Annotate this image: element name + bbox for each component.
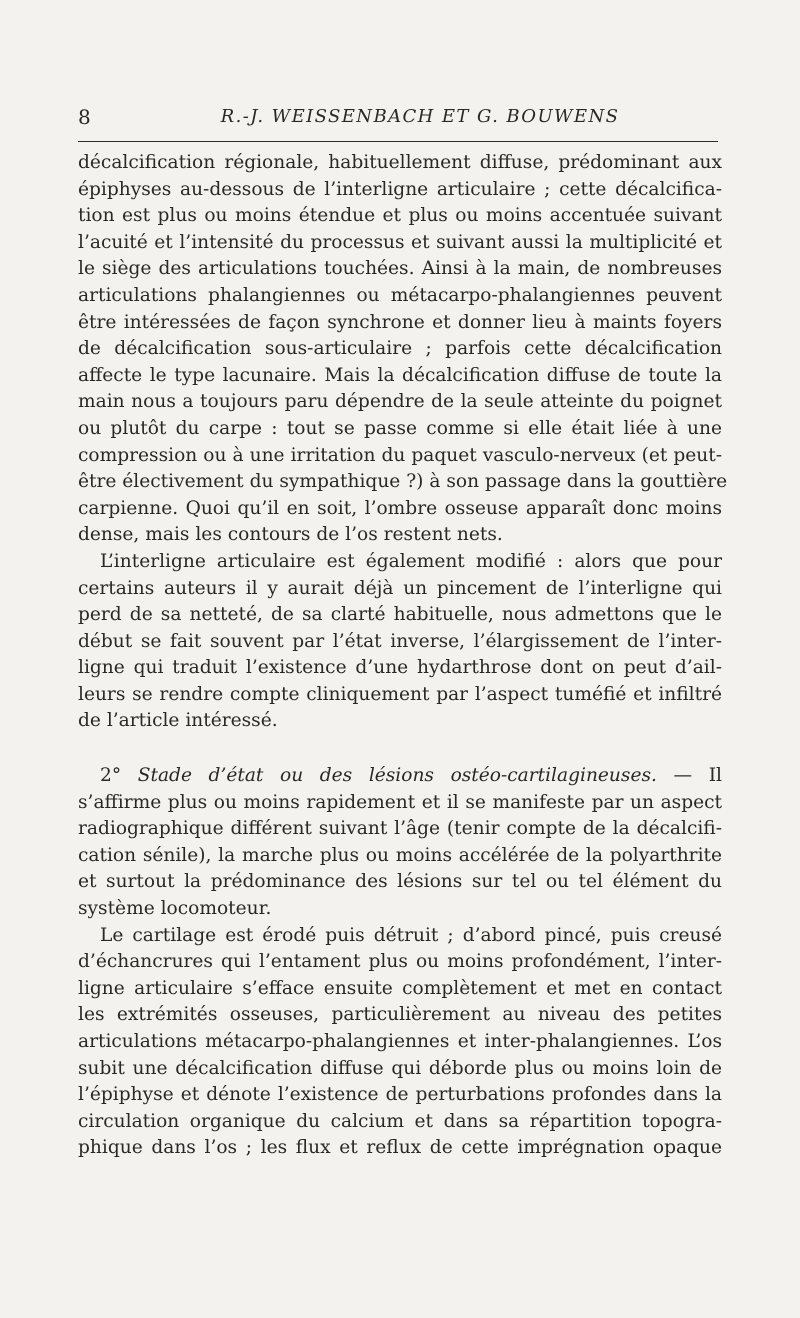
text-line: système locomoteur.	[78, 898, 272, 920]
section-heading-line	[78, 763, 722, 790]
text-line: épiphyses au-dessous de l’interligne articulaire ; cette décalcifica-	[78, 178, 722, 200]
text-line: le siège des articulations touchées. Ainsi à la main, de nombreuses	[78, 258, 722, 280]
page-number: 8	[78, 105, 91, 129]
header-rule	[78, 141, 718, 142]
body-text	[78, 150, 728, 1162]
paragraph-4	[78, 923, 722, 1162]
paragraph-3	[78, 763, 722, 923]
text-line: perd de sa netteté, de sa clarté habituelle, nous admettons que le	[78, 604, 722, 626]
text-line: affecte le type lacunaire. Mais la décalcification diffuse de toute la	[78, 364, 722, 386]
text-line: L’interligne articulaire est également modifié : alors que pour	[100, 550, 722, 572]
text-line: tion est plus ou moins étendue et plus ou moins accentuée suivant	[78, 205, 722, 227]
text-line: compression ou à une irritation du paquet vasculo-nerveux (et peut-	[78, 444, 722, 466]
page-header	[78, 103, 722, 133]
text-line: radiographique différent suivant l’âge (tenir compte de la décalcifi-	[78, 818, 722, 840]
text-line: être intéressées de façon synchrone et donner lieu à maints foyers	[78, 311, 722, 333]
text-line: l’épiphyse et dénote l’existence de perturbations profondes dans la	[78, 1084, 722, 1106]
text-line: main nous a toujours paru dépendre de la seule atteinte du poignet	[78, 391, 722, 413]
text-line: s’affirme plus ou moins rapidement et il se manifeste par un aspect	[78, 791, 722, 813]
text-line: cation sénile), la marche plus ou moins accélérée de la polyarthrite	[78, 844, 722, 866]
running-head: R.-J. WEISSENBACH ET G. BOUWENS	[220, 106, 620, 127]
text-line: dense, mais les contours de l’os restent nets.	[78, 524, 503, 546]
text-line: leurs se rendre compte cliniquement par l’aspect tuméfié et infiltré	[78, 683, 722, 705]
text-line: les extrémités osseuses, particulièrement au niveau des petites	[78, 1004, 722, 1026]
text-line: Le cartilage est érodé puis détruit ; d’abord pincé, puis creusé	[100, 924, 722, 946]
text-line: de décalcification sous-articulaire ; parfois cette décalcification	[78, 338, 722, 360]
text-line: articulations métacarpo-phalangiennes et inter-phalangiennes. L’os	[78, 1031, 722, 1052]
text-line: et surtout la prédominance des lésions sur tel ou tel élément du	[78, 871, 722, 893]
section-gap	[78, 735, 722, 763]
text-line: être électivement du sympathique ?) à son passage dans la gouttière	[78, 471, 728, 493]
text-line: décalcification régionale, habituellement diffuse, prédominant aux	[78, 152, 722, 173]
text-line: articulations phalangiennes ou métacarpo-phalangiennes peuvent	[78, 284, 722, 306]
text-line: l’acuité et l’intensité du processus et suivant aussi la multiplicité et	[78, 231, 722, 253]
text-line: phique dans l’os ; les flux et reflux de cette imprégnation opaque	[78, 1137, 722, 1159]
paragraph-1	[78, 150, 728, 549]
text-line: carpienne. Quoi qu’il en soit, l’ombre osseuse apparaît donc moins	[78, 497, 722, 519]
text-line: ligne qui traduit l’existence d’une hydarthrose dont on peut d’ail-	[78, 657, 722, 679]
text-line: d’échancrures qui l’entament plus ou moins profondément, l’inter-	[78, 951, 722, 973]
text-line: certains auteurs il y aurait déjà un pincement de l’interligne qui	[78, 577, 722, 599]
section-title: Stade d’état ou des lésions ostéo-cartilagineuses.	[137, 765, 657, 787]
text-line: début se fait souvent par l’état inverse, l’élargissement de l’inter-	[78, 630, 722, 652]
text-line: subit une décalcification diffuse qui déborde plus ou moins loin de	[78, 1057, 722, 1079]
text-line: ou plutôt du carpe : tout se passe comme si elle était liée à une	[78, 417, 722, 439]
text-line: circulation organique du calcium et dans sa répartition topogra-	[78, 1110, 722, 1132]
text-line: ligne articulaire s’efface ensuite complètement et met en contact	[78, 977, 722, 999]
section-lead-tail: — Il	[673, 765, 723, 787]
section-number: 2°	[100, 765, 122, 787]
paragraph-2	[78, 549, 722, 735]
text-line: de l’article intéressé.	[78, 710, 278, 732]
